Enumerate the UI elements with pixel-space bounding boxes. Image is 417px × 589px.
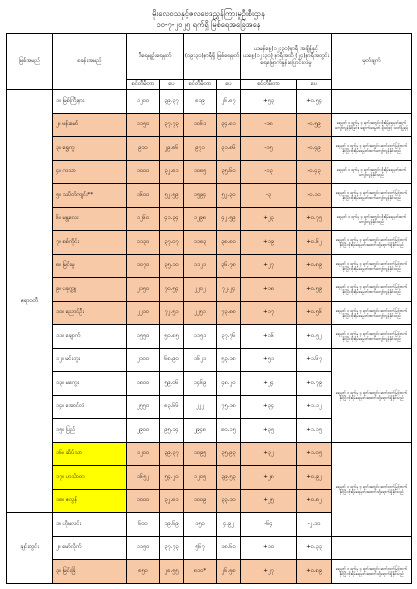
water-level-cm: ၈၁၀* [184,560,217,584]
change-ft: +၀.၅၄ [297,90,332,114]
change-ft: +၀.၃၃ [297,536,332,560]
danger-level-ft: ၃၇.၇၃ [160,536,184,560]
danger-level-cm: ၁၅၅၀ [127,325,160,349]
river-name-chindwin: ချင်းတွင်း [7,513,53,584]
table-row [7,536,412,560]
remark-text: ရေမှတ် ၁ ရက်မှ ၄ ရက်အတွင်း ဆက်လက်မြင့်တက်နိုင်ပြီး စိုးရိမ်ရေမှတ်အထက်သို့ရောက်ရှိနိုင်သည် [332,560,412,584]
remark-text: ရေမှတ် ၁ ရက်မှ ၄ ရက်အတွင်း ဆက်လက်မြင့်တက်နိုင်ပြီး စိုးရိမ်ရေမှတ်ထက်ကျော်လွန်နိုင်သည် [332,184,412,208]
change-ft: +၀.၅၉ [297,278,332,302]
station-name: ၁၅။ ပြည် [53,419,127,443]
table-row [7,325,412,349]
water-level-cm: ၁၀၀၉ [184,489,217,513]
station-name: ၁၃။ မကွေး [53,372,127,396]
change-ft: +၁.၆၇ [297,348,332,372]
change-cm: -၃ [241,184,297,208]
water-level-ft: ၃၆.၇၈ [217,254,241,278]
danger-level-ft: ၂၉.၈၆ [160,137,184,161]
danger-level-ft: ၃၅.၁၀ [160,254,184,278]
remark-text: ရေမှတ် ၁ ရက်မှ ၄ ရက်အတွင်း ဆက်လက်မြင့်တက်နိုင်ပြီး စိုးရိမ်ရေမှတ်ထက်ကျော်လွန်နိုင်သည် [332,254,412,278]
danger-level-ft: ၆၈.၉၀ [160,348,184,372]
table-row [7,278,412,302]
water-level-ft: ၈၀.၁၅ [217,419,241,443]
table-header [7,34,412,90]
water-level-ft: ၃၉.၅၃ [217,466,241,490]
danger-level-cm: ၁၂၀၀ [127,90,160,114]
change-cm: +၅၁ [241,348,297,372]
table-body [7,90,412,584]
change-ft: -၀.၅၉ [297,113,332,137]
remark-empty [332,536,412,560]
danger-level-cm: ၁၀၀၀ [127,160,160,184]
remark-text: ရေမှတ် ၁ ရက်မှ ၄ ရက်အတွင်း ဆက်လက်မြင့်တက်နိုင်ပြီး စိုးရိမ်ရေမှတ်ထက်ကျော်လွန်နိုင်သည် [332,278,412,302]
table-row [7,137,412,161]
header-remarks: မှတ်ချက် [332,34,412,90]
danger-level-cm: ၁၂၆၀ [127,207,160,231]
danger-level-cm: ၁၆၀၀ [127,184,160,208]
water-level-cm: ၅၆၇ [184,536,217,560]
header-change: ယမန်နေ့(၁၂:၃၀)နာရီ အချိန်နှင့် ယနေ့(၁၂:၃၀) နာရီအထိ (၂၄)နာရီအတွင်း ရေမြောက်နှုန်းပြောင်းလဲမှု [241,34,332,80]
unit-ft: ပေ [297,80,332,90]
report-subtitle: ၁၀-၇-၂၀၂၅ ရက်ရှိ မြစ်ရေအခြေအနေ [156,20,261,29]
remark-text: ရေမှတ် ၁ ရက်မှ ၄ ရက်အတွင်း ဆက်လက်မြင့်တက်နိုင်ပြီး စိုးရိမ်ရေမှတ်ထက်ကျော်လွန်နိုင်သည် [332,301,412,325]
table-row [7,560,412,584]
water-level-ft: ၂၆.၅၈ [217,560,241,584]
change-cm: +၃၄ [241,395,297,419]
station-name: ၃။ ရွှေကူ [53,137,127,161]
table-row [7,254,412,278]
danger-level-ft: ၅၄.၂၀ [160,466,184,490]
change-cm: +၂၇ [241,560,297,584]
danger-level-ft: ၃၇.၇၃ [160,113,184,137]
water-level-ft: ၃၁.၈၆ [217,137,241,161]
water-level-ft: ၃၅.၉၃ [217,442,241,466]
river-level-table [6,33,412,584]
station-name: ၂။ ဗန်းမော် [53,113,127,137]
station-name: ၁၆။ ဆိပ်သာ [53,442,127,466]
water-level-ft: ၃၃.၁၀ [217,489,241,513]
danger-level-ft: ၉၅.၁၄ [160,419,184,443]
station-name: ၁၁။ ချောက် [53,325,127,349]
change-cm: +၃၂ [241,442,297,466]
danger-level-cm: ၂၅၅၀ [127,395,160,419]
water-level-cm: ၁၁၅၁ [184,325,217,349]
remark-text: ရေမှတ် ၁ ရက်မှ ၄ ရက်အတွင်း ဆက်လက်မြင့်တက်နိုင်ပြီး စိုးရိမ်ရေမှတ်အထက်သို့ရောက်ရှိနိုင်သည် [332,231,412,255]
header-station: စခန်းအမည် [53,34,127,90]
station-name: ၄။ ကသာ [53,160,127,184]
change-ft: +၁.၁၂ [297,395,332,419]
remark-text: ရေမှတ် ၁ ရက်မှ ၄ ရက်အတွင်း ဆက်လက်မြင့်တက်နိုင်ပြီး စိုးရိမ်ရေမှတ်အထက်သို့ရောက်ရှိနိုင်သည် [332,442,412,536]
change-cm: -၁၈ [241,113,297,137]
remark-text: ရေမှတ် ၁ ရက်မှ ၄ ရက်အတွင်း စိုးရိမ်ရေမှတ်ထက်ကျော်လွန်နိုင်သည် [332,207,412,231]
change-cm: +၃၅ [241,419,297,443]
water-level-ft: ၃၄.၈၁ [217,113,241,137]
danger-level-ft: ၅၂.၅၉ [160,184,184,208]
unit-cm: စင်တီမီတာ [127,80,160,90]
remark-text: ရေမှတ် ၁ ရက်မှ ၄ ရက်အတွင်း ဆက်လက်မြင့်တက်နိုင်ပြီး စိုးရိမ်ရေမှတ်အထက်သို့ရောက်ရှိနိုင်သည် [332,348,412,442]
change-cm: +၅၃ [241,90,297,114]
change-cm: +၂၅ [241,489,297,513]
change-cm: +၁၆ [241,325,297,349]
water-level-cm: ၁၁၈၃ [184,231,217,255]
danger-level-cm: ၁၁၅၀ [127,536,160,560]
danger-level-ft: ၈၃.၆၆ [160,395,184,419]
danger-level-ft: ၃၇.၀၇ [160,231,184,255]
danger-level-cm: ၆၀၀ [127,513,160,537]
danger-level-cm: ၉၁၀ [127,137,160,161]
water-level-cm: ၁၂၀၅ [184,466,217,490]
header-river: မြစ်အမည် [7,34,53,90]
change-ft: +၀.၈၂ [297,489,332,513]
change-cm: -၁၅ [241,137,297,161]
remark-text: ရေမှတ် ၁ ရက်မှ ၄ ရက်အတွင်း စိုးရိမ်ရေမှတ်ထက်ကျော်လွန်နိုင်ခြင်း၊ ချောက်ရေမှတ် ရှိသဖြင့် သတိပြုရန် [332,113,412,137]
station-name: ၅။ သပိတ်ကျင်း** [53,184,127,208]
change-cm: +၁၀ [241,536,297,560]
danger-level-cm: ၂၁၀၀ [127,348,160,372]
water-level-cm: ၁၅၀ [184,513,217,537]
danger-level-ft: ၂၈.၅၅ [160,560,184,584]
water-level-cm: ၁၄၆၉ [184,372,217,396]
header-level: (၀၉:၃၀)နာရီရှိ မြစ်ရေမှတ် [184,34,241,80]
water-level-cm: ၉၇၁ [184,137,217,161]
station-name: ၁၂။ မင်းဘူး [53,348,127,372]
change-ft: +၀.၈၉ [297,560,332,584]
change-cm: +၁၈ [241,278,297,302]
station-name: ၈။ မြင်းမူ [53,254,127,278]
unit-cm: စင်တီမီတာ [241,80,297,90]
change-cm: -၁၃ [241,160,297,184]
danger-level-ft: ၅၉.၀၆ [160,372,184,396]
table-row [7,90,412,114]
unit-ft: ပေ [160,80,184,90]
danger-level-ft: ၄၁.၃၄ [160,207,184,231]
change-cm: +၂၃ [241,207,297,231]
change-ft: +၀.၅၂ [297,325,332,349]
danger-level-cm: ၁၀၇၀ [127,254,160,278]
change-cm: -၆၄ [241,513,297,537]
water-level-cm: ၁၀၆၁ [184,113,217,137]
change-ft: +၁.၀၅ [297,442,332,466]
station-name: ၆။ မန္တလေး [53,207,127,231]
table-row [7,442,412,466]
water-level-cm: ၁၁၂၁ [184,254,217,278]
change-ft: +၀.၅၆ [297,301,332,325]
station-name: ၁။ ဟိုမလင်း [53,513,127,537]
water-level-ft: ၇၃.၈၈ [217,301,241,325]
remark-text: ရေမှတ် ၁ ရက်မှ ၄ ရက်အတွင်း ဆက်လက်မြင့်တက်နိုင်ပြီး စိုးရိမ်ရေမှတ်ထက်ကျော်လွန်နိုင်သည် [332,137,412,161]
danger-level-cm: ၁၁၃၀ [127,231,160,255]
water-level-cm: ၁၀၈၅ [184,160,217,184]
remark-empty [332,90,412,114]
table-row [7,348,412,372]
danger-level-ft: ၃၂.၈၁ [160,489,184,513]
danger-level-cm: ၁၂၀၀ [127,442,160,466]
water-level-cm: ၁၂၉၈ [184,207,217,231]
danger-level-ft: ၅၀.၈၅ [160,325,184,349]
danger-level-cm: ၁၁၅၀ [127,113,160,137]
danger-level-ft: ၁၉.၆၉ [160,513,184,537]
water-level-ft: ၂၆.၈၇ [217,90,241,114]
change-ft: +၀.၇၅ [297,207,332,231]
change-cm: +၁၇ [241,301,297,325]
change-cm: +၂၄ [241,372,297,396]
change-ft: -၀.၄၃ [297,160,332,184]
danger-level-cm: ၈၅၀ [127,560,160,584]
change-cm: +၁၉ [241,231,297,255]
station-name: ၇။ စစ်ကိုင်း [53,231,127,255]
danger-level-ft: ၇၂.၅၁ [160,301,184,325]
station-name: ၂။ မော်လိုက် [53,536,127,560]
unit-ft: ပေ [217,80,241,90]
table-row [7,231,412,255]
danger-level-cm: ၂၉၀၀ [127,419,160,443]
header-danger: ဒီရေမျဉ်းရေမှတ် [127,34,184,80]
table-row [7,207,412,231]
water-level-cm: ၂၉၄၈ [184,419,217,443]
table-row [7,301,412,325]
station-name: ၁၄။ အောင်လံ [53,395,127,419]
station-name: ၁။ မြစ်ကြီးနား [53,90,127,114]
danger-level-ft: ၃၂.၈၁ [160,160,184,184]
danger-level-cm: ၁၈၀၀ [127,372,160,396]
change-ft: +၀.၇၉ [297,372,332,396]
report-title: မိုးလေဝသနှင့်ဇလဗေဒညွှန်ကြားမှုဦးစီးဌာန [152,9,265,18]
danger-level-ft: ၃၉.၃၇ [160,442,184,466]
danger-level-ft: ၇၀.၅၄ [160,278,184,302]
remark-text: ရေမှတ် ၁ ရက်မှ ၄ ရက်အတွင်း ဆက်လက်မြင့်တက်နိုင်ပြီး စိုးရိမ်ရေမှတ်ထက်ကျော်လွန်နိုင်သည် [332,325,412,349]
water-level-ft: ၄၈.၂၀ [217,372,241,396]
change-ft: -၂.၁၀ [297,513,332,537]
change-cm: +၂၈ [241,466,297,490]
station-name: ၉။ ပခုက္ကူ [53,278,127,302]
water-level-cm: ၁၅၉၄ [184,184,217,208]
water-level-cm: ၂၂၀၂ [184,278,217,302]
danger-level-cm: ၁၆၅၂ [127,466,160,490]
change-ft: +၀.၉၂ [297,466,332,490]
unit-cm: စင်တီမီတာ [184,80,217,90]
station-name: ၁၇။ ဟင်္သာတ [53,466,127,490]
change-ft: +၀.၈၉ [297,254,332,278]
water-level-ft: ၅၃.၁၈ [217,348,241,372]
water-level-cm: ၈၁၉ [184,90,217,114]
table-row [7,113,412,137]
water-level-ft: ၁၈.၆၀ [217,536,241,560]
danger-level-cm: ၂၁၅၀ [127,278,160,302]
water-level-cm: ၂၂၅၁ [184,301,217,325]
danger-level-cm: ၂၂၁၀ [127,301,160,325]
table-row [7,160,412,184]
river-name-irrawaddy: ဧရာဝတီ [7,90,53,513]
station-name: ၁၈။ ဇလွန် [53,489,127,513]
water-level-cm: ၂၂၂ [184,395,217,419]
change-ft: +၀.၆၂ [297,231,332,255]
water-level-ft: ၃၇.၇၆ [217,325,241,349]
table-row [7,184,412,208]
water-level-ft: ၄၂.၅၉ [217,207,241,231]
change-ft: +၁.၁၅ [297,419,332,443]
water-level-cm: ၁၆၂၁ [184,348,217,372]
station-name: ၃။ မြင်းခြံ [53,560,127,584]
water-level-ft: ၄.၉၂ [217,513,241,537]
water-level-ft: ၅၂.၃၀ [217,184,241,208]
change-cm: +၂၇ [241,254,297,278]
station-name: ၁၀။ ညောင်ဦး [53,301,127,325]
danger-level-ft: ၃၉.၃၇ [160,90,184,114]
change-ft: -၀.၁၀ [297,184,332,208]
water-level-ft: ၇၂.၂၄ [217,278,241,302]
remark-text: ရေမှတ် ၁ ရက်မှ ၄ ရက်အတွင်း စိုးရိမ်ရေမှတ်ထက်ကျော်လွန်နိုင်သည် [332,160,412,184]
danger-level-cm: ၁၀၀၀ [127,489,160,513]
water-level-ft: ၃၈.၈၀ [217,231,241,255]
water-level-ft: ၇၅.၁၈ [217,395,241,419]
change-ft: -၀.၄၉ [297,137,332,161]
water-level-cm: ၁၀၉၅ [184,442,217,466]
water-level-ft: ၃၅.၆၀ [217,160,241,184]
